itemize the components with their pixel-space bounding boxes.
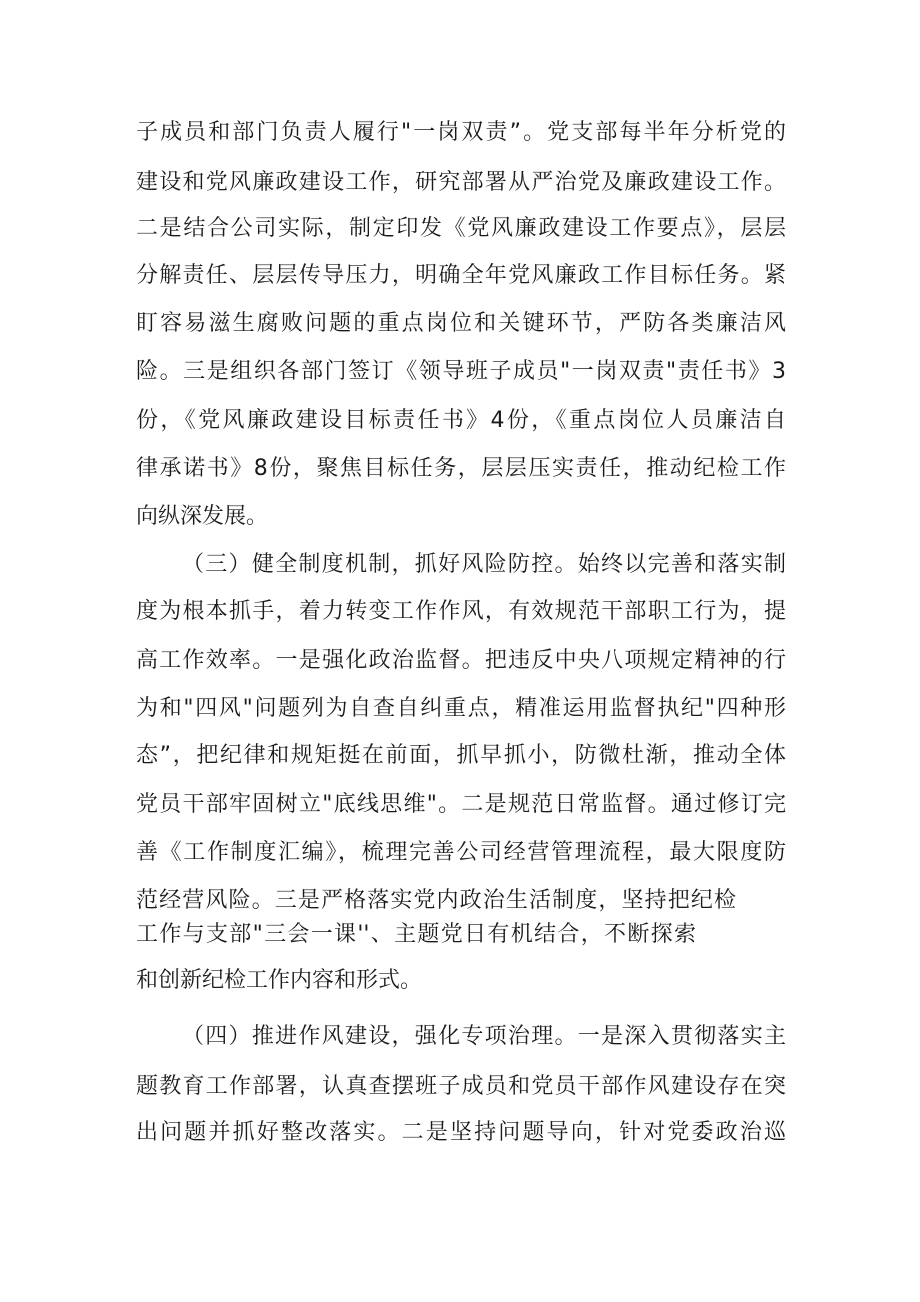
text-line: 盯容易滋生腐败问题的重点岗位和关键环节，严防各类廉洁风: [136, 311, 786, 336]
text-line: 题教育工作部署，认真查摆班子成员和党员干部作风建设存在突: [136, 1074, 786, 1099]
text-line: 出问题并抓好整改落实。二是坚持问题导向，针对党委政治巡: [136, 1120, 786, 1145]
text-line: 高工作效率。一是强化政治监督。把违反中央八项规定精神的行: [136, 648, 786, 673]
text-line: 律承诺书》8份，聚焦目标任务，层层压实责任，推动纪检工作: [136, 456, 786, 481]
text-line: 为和"四风"问题列为自查自纠重点，精准运用监督执纪"四种形: [136, 696, 786, 721]
text-line: 和创新纪检工作内容和形式。: [136, 968, 423, 993]
text-line: 善《工作制度汇编》，梳理完善公司经营管理流程，最大限度防: [136, 840, 786, 865]
text-line: 份，《党风廉政建设目标责任书》4份，《重点岗位人员廉洁自: [136, 408, 786, 433]
text-line: 子成员和部门负责人履行"一岗双责”。党支部每半年分析党的: [136, 120, 786, 145]
text-line: 建设和党风廉政建设工作，研究部署从严治党及廉政建设工作。: [136, 170, 786, 195]
text-line: 度为根本抓手，着力转变工作作风，有效规范干部职工行为，提: [136, 599, 786, 624]
text-line: 工作与支部"三会一课''、主题党日有机结合，不断探索: [136, 922, 696, 947]
text-line: 二是结合公司实际，制定印发《党风廉政建设工作要点》，层层: [136, 216, 786, 241]
section-heading-line: （三）健全制度机制，抓好风险防控。始终以完善和落实制: [182, 552, 786, 577]
text-line: 险。三是组织各部门签订《领导班子成员"一岗双责"责任书》3: [136, 359, 786, 384]
text-line: 态”，把纪律和规矩挺在前面，抓早抓小，防微杜渐，推动全体: [136, 743, 786, 768]
text-line: 分解责任、层层传导压力，明确全年党风廉政工作目标任务。紧: [136, 263, 786, 288]
text-line: 党员干部牢固树立"底线思维"。二是规范日常监督。通过修订完: [136, 792, 786, 817]
text-line: 向纵深发展。: [136, 504, 269, 529]
text-line: 范经营风险。三是严格落实党内政治生活制度，坚持把纪检: [136, 888, 736, 913]
section-heading-line: （四）推进作风建设，强化专项治理。一是深入贯彻落实主: [182, 1024, 786, 1049]
